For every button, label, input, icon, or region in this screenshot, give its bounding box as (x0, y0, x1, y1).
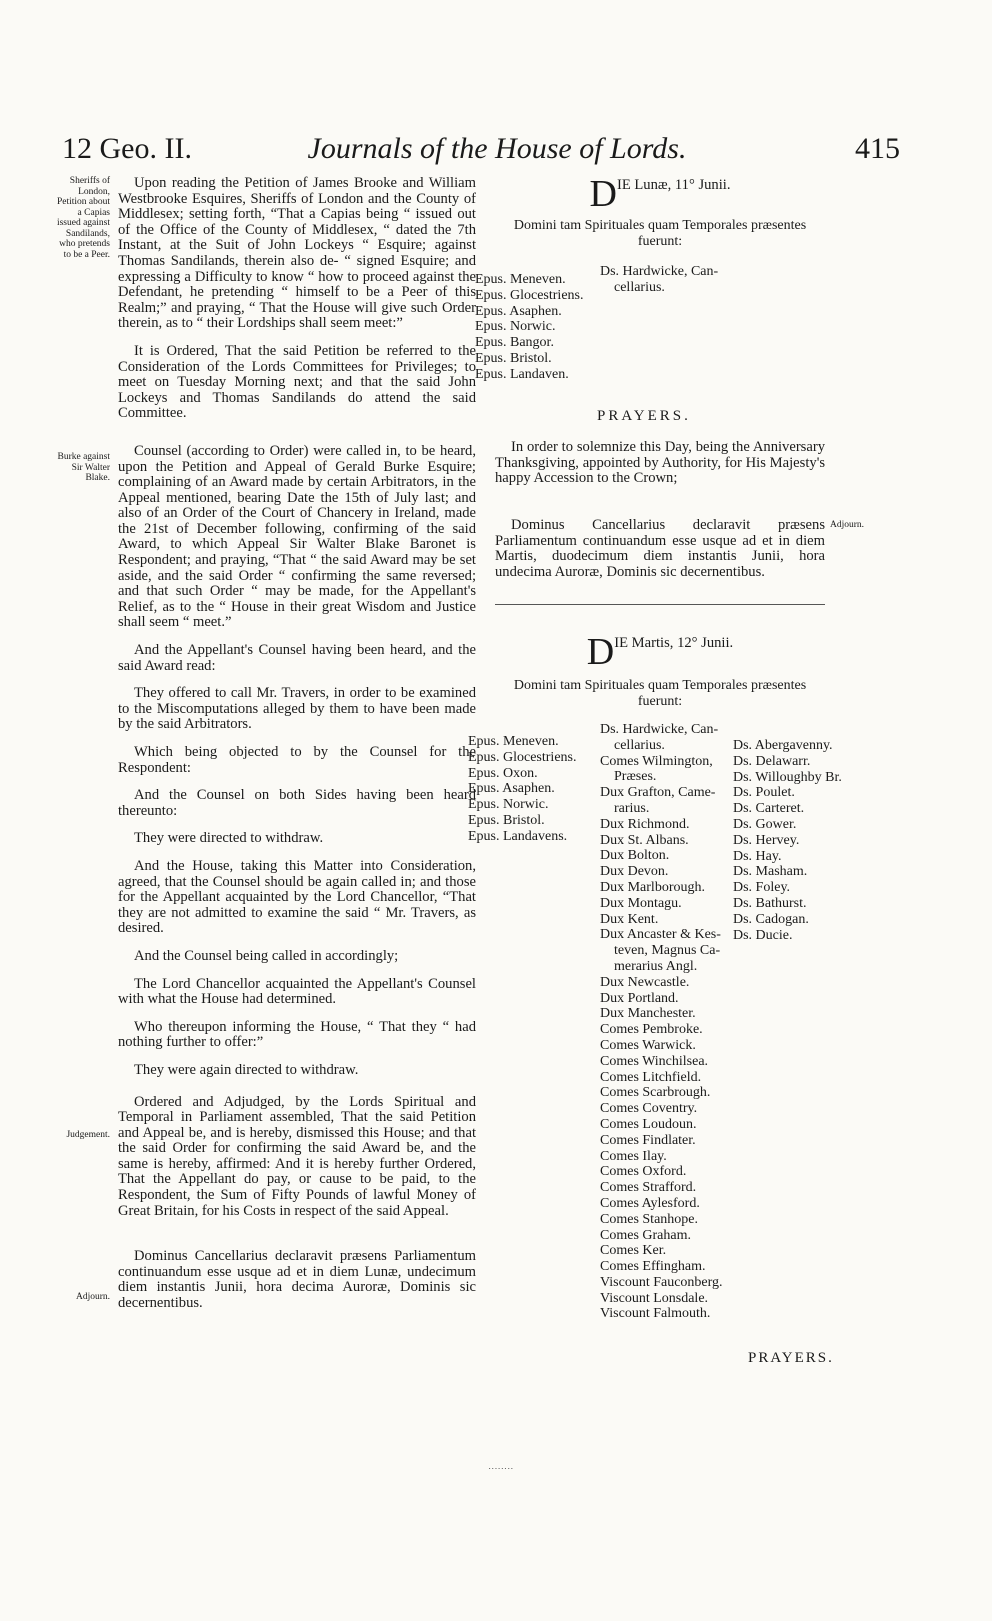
list-item: Epus. Bristol. (468, 812, 545, 828)
list-item: Epus. Bristol. (475, 350, 552, 366)
list-item: Ds. Cadogan. (733, 911, 809, 927)
list-item: Comes Stanhope. (600, 1211, 698, 1227)
list-item: Comes Litchfield. (600, 1069, 702, 1085)
page-number: 415 (855, 132, 900, 165)
list-item: Epus. Meneven. (468, 734, 559, 749)
paragraph: Dominus Cancellarius declaravit præsens Parliamentum continuandum esse usque ad et in diem Lunæ, undecimum diem instantis Junii, hora decima Auroræ, Dominis sic decernentibus. (118, 1248, 476, 1312)
list-item: Comes Scarbrough. (600, 1085, 711, 1101)
day1-initial: D (589, 173, 617, 215)
day2-present: Domini tam Spirituales quam Temporales præsentes fuerunt: (513, 678, 807, 709)
list-item: Ds. Carteret. (733, 801, 805, 817)
list-item: Dux Portland. (600, 990, 679, 1006)
paragraph: And the Counsel being called in accordingly; (134, 947, 399, 964)
list-item: Comes Ker. (600, 1243, 667, 1259)
day2-heading-text: IE Martis, 12° Junii. (614, 635, 734, 651)
ornament-dots: ⋅⋅⋅⋅⋅⋅⋅⋅ (488, 1464, 514, 1475)
paragraph: Which being objected to by the Counsel for the Respondent: (118, 744, 476, 776)
paragraph: And the House, taking this Matter into Consideration, agreed, that the Counsel should be again called in; and those for the Appellant acquainted by the Lord Chancellor, “That they are not admitted to examine the said “ Mr. Travers, as desired. (118, 857, 476, 937)
day2-heading (495, 631, 825, 673)
page-header-title: Journals of the House of Lords. (307, 132, 687, 165)
page-header-left: 12 Geo. II. (62, 132, 192, 165)
list-item: Præses. (614, 769, 657, 785)
list-item: Viscount Fauconberg. (600, 1274, 723, 1290)
list-item: cellarius. (614, 279, 665, 295)
margin-note-adjourn-right: Adjourn. (830, 520, 865, 530)
list-item: Dux Kent. (600, 911, 659, 927)
day1-prayers-heading: PRAYERS. (597, 408, 691, 424)
list-item: Epus. Asaphen. (475, 303, 562, 319)
list-item: Epus. Glocestriens. (468, 749, 577, 765)
list-item: Ds. Foley. (733, 880, 791, 896)
list-item: Comes Aylesford. (600, 1195, 700, 1211)
list-item: Ds. Ducie. (733, 927, 793, 943)
list-item: Epus. Norwic. (468, 797, 549, 813)
day1-chancellor (600, 264, 718, 296)
paragraph: They were again directed to withdraw. (134, 1061, 359, 1078)
list-item: Ds. Bathurst. (733, 895, 807, 911)
list-item: Dux Montagu. (600, 895, 682, 911)
list-item: Comes Graham. (600, 1227, 691, 1243)
list-item: Comes Findlater. (600, 1132, 696, 1148)
list-item: rarius. (614, 800, 650, 816)
list-item: Comes Strafford. (600, 1180, 697, 1196)
list-item: Ds. Hardwicke, Can- (600, 264, 719, 279)
paragraph: Who thereupon informing the House, “ That they “ had nothing further to offer:” (118, 1018, 476, 1051)
list-item: Comes Oxford. (600, 1164, 687, 1180)
list-item: Ds. Gower. (733, 816, 797, 832)
day2-peers-list (600, 722, 723, 1322)
left-column-text (118, 176, 476, 1324)
margin-note-burke: Burke against Sir Walter Blake. (57, 452, 110, 483)
list-item: Epus. Oxon. (468, 765, 538, 781)
paragraph: The Lord Chancellor acquainted the Appellant's Counsel with what the House had determined. (118, 975, 476, 1008)
day2-barons-list (733, 738, 842, 943)
list-item: Dux Bolton. (600, 848, 670, 864)
list-item: Comes Loudoun. (600, 1116, 697, 1132)
list-item: Comes Pembroke. (600, 1022, 703, 1038)
day1-prayers-text: In order to solemnize this Day, being the Anniversary Thanksgiving, appointed by Authority, for His Majesty's happy Accession to the Crown; (495, 439, 825, 487)
list-item: Ds. Hervey. (733, 832, 800, 848)
day2-initial: D (586, 631, 615, 673)
day1-bishops-list (475, 272, 583, 383)
day1-heading-text: IE Lunæ, 11° Junii. (616, 177, 731, 193)
list-item: Dux Richmond. (600, 816, 690, 832)
list-item: Dux Manchester. (600, 1006, 696, 1022)
list-item: merarius Angl. (614, 958, 698, 974)
day2-bishops-list (468, 734, 576, 845)
paragraph: And the Appellant's Counsel having been heard, and the said Award read: (118, 642, 476, 674)
margin-note-sheriffs: Sheriffs of London, Petition about a Capias issued against Sandilands, who pretends to be a Peer. (56, 176, 110, 260)
list-item: Ds. Willoughby Br. (733, 769, 842, 785)
list-item: Comes Ilay. (600, 1148, 667, 1164)
list-item: Epus. Asaphen. (468, 781, 555, 797)
section-divider (495, 604, 825, 605)
list-item: Comes Effingham. (600, 1259, 706, 1275)
paragraph: And the Counsel on both Sides having been heard thereunto: (118, 787, 476, 819)
list-item: Dux Devon. (600, 864, 669, 880)
list-item: Epus. Meneven. (475, 272, 566, 287)
day1-adjourn-text: Dominus Cancellarius declaravit præsens Parliamentum continuandum esse usque ad et in diem Martis, duodecimum diem instantis Junii, hora undecima Auroræ, Dominis sic decernentibus. (495, 517, 825, 580)
list-item: Viscount Lonsdale. (600, 1290, 709, 1306)
list-item: Comes Coventry. (600, 1101, 698, 1117)
list-item: Epus. Landaven. (475, 366, 569, 382)
paragraph: They offered to call Mr. Travers, in order to be examined to the Miscomputations alleged by them to have been made by the said Arbitrators. (118, 685, 476, 733)
list-item: Ds. Hardwicke, Can- (600, 722, 719, 737)
list-item: Ds. Masham. (733, 864, 808, 880)
list-item: Dux Newcastle. (600, 974, 690, 990)
list-item: Comes Wilmington, (600, 753, 713, 769)
list-item: Epus. Glocestriens. (475, 287, 584, 303)
paragraph: Counsel (according to Order) were called in, to be heard, upon the Petition and Appeal of Gerald Burke Esquire; complaining of an Award made by certain Arbitrators, in the Appeal mentioned, bearing Date the 15th of July last; and also of an Order of the Court of Chancery in Ireland, made the 21st of December following, confirming of the said Award, to which Appeal Sir Walter Blake Baronet is Respondent; and praying, “That “ the said Award may be set aside, and the said Order “ confirming the same reversed; and that such Order “ may be made, for the Appellant's Relief, as to the “ House in their great Wisdom and Justice shall seem “ meet.” (118, 442, 476, 631)
paragraph: They were directed to withdraw. (134, 830, 324, 847)
list-item: Ds. Delawarr. (733, 753, 811, 769)
paragraph: Ordered and Adjudged, by the Lords Spiritual and Temporal in Parliament assembled, That the said Petition and Appeal be, and is hereby, dismissed this House; and that the said Order for confirming the said Award be, and the same is hereby, affirmed: And it is hereby further Ordered, That the Appellant do pay, or cause to be paid, to the Respondent, the Sum of Fifty Pounds of lawful Money of Great Britain, for his Costs in respect of the said Appeal. (118, 1093, 476, 1219)
list-item: Ds. Hay. (733, 848, 782, 864)
list-item: teven, Magnus Ca- (614, 943, 721, 959)
catchword: PRAYERS. (748, 1350, 834, 1366)
list-item: Ds. Poulet. (733, 785, 795, 801)
list-item: Dux Marlborough. (600, 879, 705, 895)
margin-note-adjourn: Adjourn. (75, 1292, 110, 1302)
paragraph: Upon reading the Petition of James Brooke and William Westbrooke Esquires, Sheriffs of London and the County of Middlesex; setting forth, “That a Capias being “ issued out of the Office of the County of Middlesex, “ dated the 7th Instant, at the Suit of John Lockeys “ Esquire; against Thomas Sandilands, therein also de- “ signed Esquire; and expressing a Difficulty to know “ how to proceed against the Defendant, he pretending “ himself to be a Peer of this Realm;” and praying, “ That the House will give such Order therein, as to “ their Lordships shall seem meet:” (118, 175, 476, 332)
list-item: Comes Warwick. (600, 1037, 696, 1053)
list-item: Epus. Landavens. (468, 828, 568, 844)
paragraph: It is Ordered, That the said Petition be referred to the Consideration of the Lords Committees for Privileges; to meet on Tuesday Morning next; and that the said John Lockeys and Thomas Sandilands do attend the said Committee. (118, 342, 476, 422)
list-item: Dux St. Albans. (600, 832, 689, 848)
margin-note-judgement: Judgement. (66, 1130, 110, 1140)
list-item: Dux Ancaster & Kes- (600, 927, 721, 943)
list-item: Viscount Falmouth. (600, 1306, 711, 1322)
list-item: Comes Winchilsea. (600, 1053, 709, 1069)
list-item: Epus. Norwic. (475, 319, 556, 335)
list-item: Dux Grafton, Came- (600, 785, 716, 801)
list-item: Epus. Bangor. (475, 335, 554, 351)
day1-present: Domini tam Spirituales quam Temporales præsentes fuerunt: (513, 218, 807, 249)
list-item: Ds. Abergavenny. (733, 738, 833, 753)
day1-heading (495, 173, 825, 215)
list-item: cellarius. (614, 737, 665, 753)
